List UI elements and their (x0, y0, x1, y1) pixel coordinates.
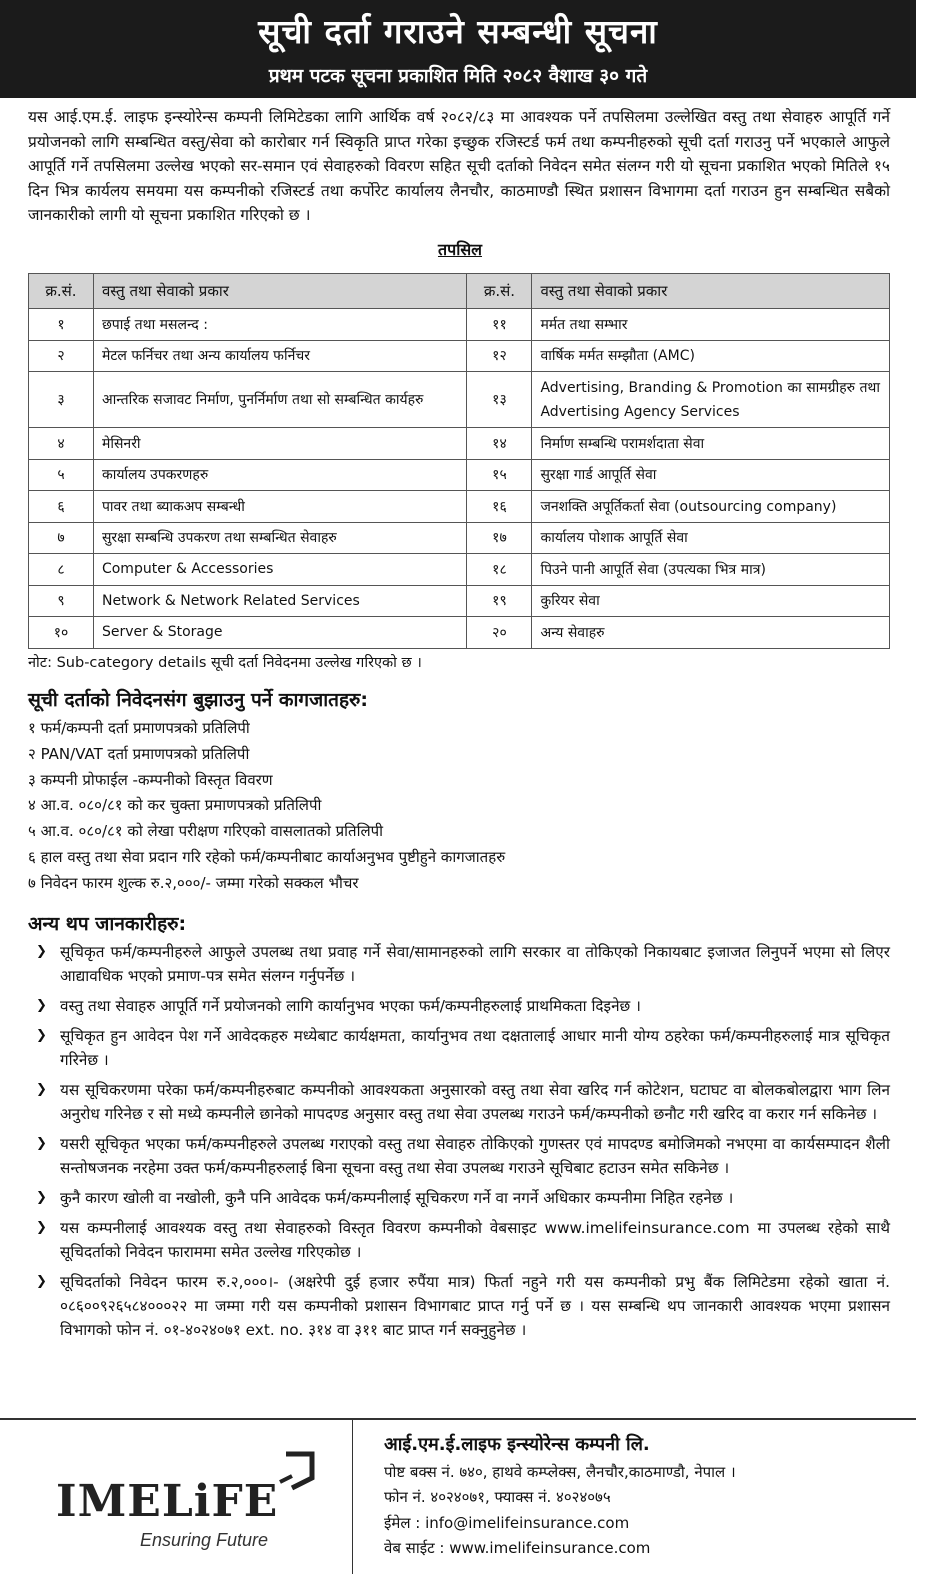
bullet-text: सूचिकृत फर्म/कम्पनीहरुले आफुले उपलब्ध तथा प्रवाह गर्ने सेवा/सामानहरुको लागि सरकार वा तोकिएको निकायबाट इजाजत लिनुपर्ने भएमा सो लिएर आद्यावधिक भएको प्रमाण-पत्र समेत संलग्न गर्नुपर्नेछ । (60, 943, 890, 985)
bullet-text: वस्तु तथा सेवाहरु आपूर्ति गर्ने प्रयोजनको लागि कार्यानुभव भएका फर्म/कम्पनीहरुलाई प्राथमिकता दिइनेछ । (60, 997, 641, 1015)
cell-item: पावर तथा ब्याकअप सम्बन्धी (93, 491, 467, 523)
cell-sn: १९ (467, 585, 532, 617)
cell-sn: ७ (29, 522, 94, 554)
more-info-heading: अन्य थप जानकारीहरु: (28, 913, 187, 935)
cell-item: मेटल फर्निचर तथा अन्य कार्यालय फर्निचर (93, 340, 467, 372)
table-row (29, 554, 890, 586)
intro-paragraph: यस आई.एम.ई. लाइफ इन्स्योरेन्स कम्पनी लिमिटेडका लागि आर्थिक वर्ष २०८२/८३ मा आवश्यक पर्ने तपसिलमा उल्लेखित वस्तु तथा सेवाहरु आपूर्ति गर्ने प्रयोजनको लागि सम्बन्धित वस्तु/सेवा को कारोबार गर्न स्विकृति प्राप्त गरेका इच्छुक रजिस्टर्ड फर्म तथा कम्पनीहरुको सूची दर्ता गराउनु पर्ने भएकाले आफुले आपूर्ति गर्ने तपसिलमा उल्लेख भएको सर-समान एवं सेवाहरुको विवरण सहित सूची दर्ताको निवेदन समेत संलग्न गरी यो सूचना प्रकाशित भएको मितिले १५ दिन भित्र कार्यलय समयमा यस कम्पनीको रजिस्टर्ड तथा कर्पोरेट कार्यालय लैनचौर, काठमाण्डौ स्थित प्रशासन विभागमा दर्ता गराउन हुन सम्बन्धित सबैको जानकारीको लागी यो सूचना प्रकाशित गरिएको छ । (28, 108, 890, 225)
list-item (34, 1078, 890, 1126)
company-name: आई.एम.ई.लाइफ इन्स्योरेन्स कम्पनी लि. (384, 1434, 650, 1455)
cell-sn: १८ (467, 554, 532, 586)
list-item: ३ कम्पनी प्रोफाईल -कम्पनीको विस्तृत विवरण (28, 770, 273, 789)
cell-item: Computer & Accessories (93, 554, 467, 586)
bullet-text: यस कम्पनीलाई आवश्यक वस्तु तथा सेवाहरुको विस्तृत विवरण कम्पनीको वेबसाइट www.imelifeinsurance.com मा उपलब्ध रहेको साथै सूचिदर्ताको निवेदन फाराममा समेत उल्लेख गरिएकोछ । (60, 1219, 890, 1261)
website: वेब साईट : www.imelifeinsurance.com (384, 1539, 651, 1557)
logo-mark-icon (278, 1448, 318, 1504)
cell-sn: ९ (29, 585, 94, 617)
table-row (29, 491, 890, 523)
list-item (34, 1132, 890, 1180)
cell-item: मर्मत तथा सम्भार (532, 309, 890, 341)
chevron-right-icon: ❯ (36, 1220, 47, 1235)
list-item (34, 940, 890, 988)
cell-sn: १७ (467, 522, 532, 554)
chevron-right-icon: ❯ (36, 1136, 47, 1151)
list-item: ६ हाल वस्तु तथा सेवा प्रदान गरि रहेको फर्म/कम्पनीबाट कार्याअनुभव पुष्टीहुने कागजातहरु (28, 847, 506, 866)
table-row (29, 617, 890, 649)
cell-sn: १ (29, 309, 94, 341)
cell-sn: ८ (29, 554, 94, 586)
bullet-text: यस सूचिकरणमा परेका फर्म/कम्पनीहरुबाट कम्पनीको आवश्यकता अनुसारको वस्तु तथा सेवा खरिद गर्न कोटेशन, घटाघट वा बोलकबोलद्वारा भाग लिन अनुरोध गरिनेछ र सो मध्ये कम्पनीले छानेको मापदण्ड अनुसार वस्तु तथा सेवा उपलब्ध गराउने फर्म/कम्पनीको छनौट गरी खरिद वा करार गर्न सकिनेछ । (60, 1081, 890, 1123)
email: ईमेल : info@imelifeinsurance.com (384, 1513, 630, 1532)
cell-item: कार्यालय पोशाक आपूर्ति सेवा (532, 522, 890, 554)
table-row (29, 585, 890, 617)
cell-item: Server & Storage (93, 617, 467, 649)
col-sn: क्र.सं. (29, 274, 94, 309)
list-item: २ PAN/VAT दर्ता प्रमाणपत्रको प्रतिलिपी (28, 744, 250, 763)
list-item: ७ निवेदन फारम शुल्क रु.२,०००/- जम्मा गरेको सक्कल भौचर (28, 873, 359, 892)
cell-item: कार्यालय उपकरणहरु (93, 459, 467, 491)
table-row (29, 522, 890, 554)
cell-sn: १३ (467, 372, 532, 428)
list-item (34, 1216, 890, 1264)
cell-sn: १४ (467, 428, 532, 460)
cell-item: आन्तरिक सजावट निर्माण, पुनर्निर्माण तथा सो सम्बन्धित कार्यहरु (93, 372, 467, 428)
col-sn: क्र.सं. (467, 274, 532, 309)
list-item: ४ आ.व. ०८०/८१ को कर चुक्ता प्रमाणपत्रको प्रतिलिपी (28, 796, 322, 815)
list-item: १ फर्म/कम्पनी दर्ता प्रमाणपत्रको प्रतिलिपी (28, 719, 250, 737)
table-row (29, 340, 890, 372)
cell-sn: १२ (467, 340, 532, 372)
cell-item: कुरियर सेवा (532, 585, 890, 617)
table-note: नोट: Sub-category details सूची दर्ता निवेदनमा उल्लेख गरिएको छ । (28, 655, 422, 671)
bullet-text: कुनै कारण खोली वा नखोली, कुनै पनि आवेदक फर्म/कम्पनीलाई सूचिकरण गर्ने वा नगर्ने अधिकार कम्पनीमा निहित रहनेछ । (60, 1189, 734, 1207)
cell-item: निर्माण सम्बन्धि परामर्शदाता सेवा (532, 428, 890, 460)
cell-item: वार्षिक मर्मत सम्झौता (AMC) (532, 340, 890, 372)
cell-item: सुरक्षा सम्बन्धि उपकरण तथा सम्बन्धित सेवाहरु (93, 522, 467, 554)
list-item (34, 994, 890, 1018)
cell-item: जनशक्ति अपूर्तिकर्ता सेवा (outsourcing company) (532, 491, 890, 523)
table-row (29, 428, 890, 460)
cell-sn: ६ (29, 491, 94, 523)
notice-title: सूची दर्ता गराउने सम्बन्धी सूचना (258, 12, 658, 51)
cell-item: अन्य सेवाहरु (532, 617, 890, 649)
company-logo (56, 1448, 326, 1558)
phone-fax: फोन नं. ४०२४०७१, फ्याक्स नं. ४०२४०७५ (384, 1488, 611, 1506)
logo-tagline: Ensuring Future (140, 1530, 269, 1550)
postal-address: पोष्ट बक्स नं. ७४०, हाथवे कम्प्लेक्स, लैनचौर,काठमाण्डौ, नेपाल । (384, 1462, 736, 1481)
col-type: वस्तु तथा सेवाको प्रकार (93, 274, 467, 309)
cell-sn: १६ (467, 491, 532, 523)
cell-item: छपाई तथा मसलन्द : (93, 309, 467, 341)
table-row (29, 309, 890, 341)
list-item (34, 1270, 890, 1342)
docs-heading: सूची दर्ताको निवेदनसंग बुझाउनु पर्ने कागजातहरु: (28, 689, 368, 711)
contact-block (384, 1432, 736, 1562)
tapsil-heading: तपसिल (437, 240, 483, 259)
cell-sn: २ (29, 340, 94, 372)
cell-item: सुरक्षा गार्ड आपूर्ति सेवा (532, 459, 890, 491)
publish-date: प्रथम पटक सूचना प्रकाशित मिति २०८२ वैशाख ३० गते (268, 65, 648, 87)
cell-item: पिउने पानी आपूर्ति सेवा (उपत्यका भित्र मात्र) (532, 554, 890, 586)
cell-item: Advertising, Branding & Promotion का सामग्रीहरु तथा Advertising Agency Services (532, 372, 890, 428)
cell-sn: १५ (467, 459, 532, 491)
footer-vertical-divider (352, 1420, 353, 1574)
list-item (34, 1186, 890, 1210)
notice-header (0, 0, 916, 98)
more-info-list (34, 940, 890, 1348)
cell-sn: ३ (29, 372, 94, 428)
table-row (29, 372, 890, 428)
chevron-right-icon: ❯ (36, 1190, 47, 1205)
chevron-right-icon: ❯ (36, 1028, 47, 1043)
list-item: ५ आ.व. ०८०/८१ को लेखा परीक्षण गरिएको वासलातको प्रतिलिपी (28, 822, 384, 841)
chevron-right-icon: ❯ (36, 998, 47, 1013)
logo-wordmark: IMELiFE (56, 1476, 279, 1527)
table-header-row (29, 274, 890, 309)
cell-item: मेसिनरी (93, 428, 467, 460)
chevron-right-icon: ❯ (36, 1082, 47, 1097)
chevron-right-icon: ❯ (36, 944, 47, 959)
cell-sn: २० (467, 617, 532, 649)
bullet-text: सूचिकृत हुन आवेदन पेश गर्ने आवेदकहरु मध्येबाट कार्यक्षमता, कार्यानुभव तथा दक्षतालाई आधार मानी योग्य ठहरेका फर्म/कम्पनीहरुलाई मात्र सूचिकृत गरिनेछ । (60, 1027, 890, 1069)
bullet-text: सूचिदर्ताको निवेदन फारम रु.२,०००।- (अक्षरेपी दुई हजार रुपैंया मात्र) फिर्ता नहुने गरी यस कम्पनीको प्रभु बैंक लिमिटेडमा रहेको खाता नं. ०८६००९२६५८४०००२२ मा जम्मा गरी यस कम्पनीको प्रशासन विभागबाट प्राप्त गर्नु पर्ने छ । यस सम्बन्धि थप जानकारी आवश्यक भएमा प्रशासन विभागको फोन नं. ०१-४०२४०७१ ext. no. ३१४ वा ३११ बाट प्राप्त गर्न सक्नुहुनेछ । (60, 1273, 890, 1339)
cell-sn: ४ (29, 428, 94, 460)
cell-sn: १० (29, 617, 94, 649)
cell-sn: ५ (29, 459, 94, 491)
footer-divider (0, 1418, 916, 1420)
cell-item: Network & Network Related Services (93, 585, 467, 617)
docs-list (28, 716, 505, 897)
chevron-right-icon: ❯ (36, 1274, 47, 1289)
services-table (28, 273, 890, 649)
bullet-text: यसरी सूचिकृत भएका फर्म/कम्पनीहरुले उपलब्ध गराएको वस्तु तथा सेवाहरु तोकिएको गुणस्तर एवं मापदण्ड बमोजिमको नभएमा वा कार्यसम्पादन शैली सन्तोषजनक नरहेमा उक्त फर्म/कम्पनीहरुलाई बिना सूचना वस्तु तथा सेवा उपलब्ध गराउने सूचिबाट हटाउन समेत सकिनेछ । (60, 1135, 890, 1177)
col-type: वस्तु तथा सेवाको प्रकार (532, 274, 890, 309)
table-row (29, 459, 890, 491)
list-item (34, 1024, 890, 1072)
cell-sn: ११ (467, 309, 532, 341)
